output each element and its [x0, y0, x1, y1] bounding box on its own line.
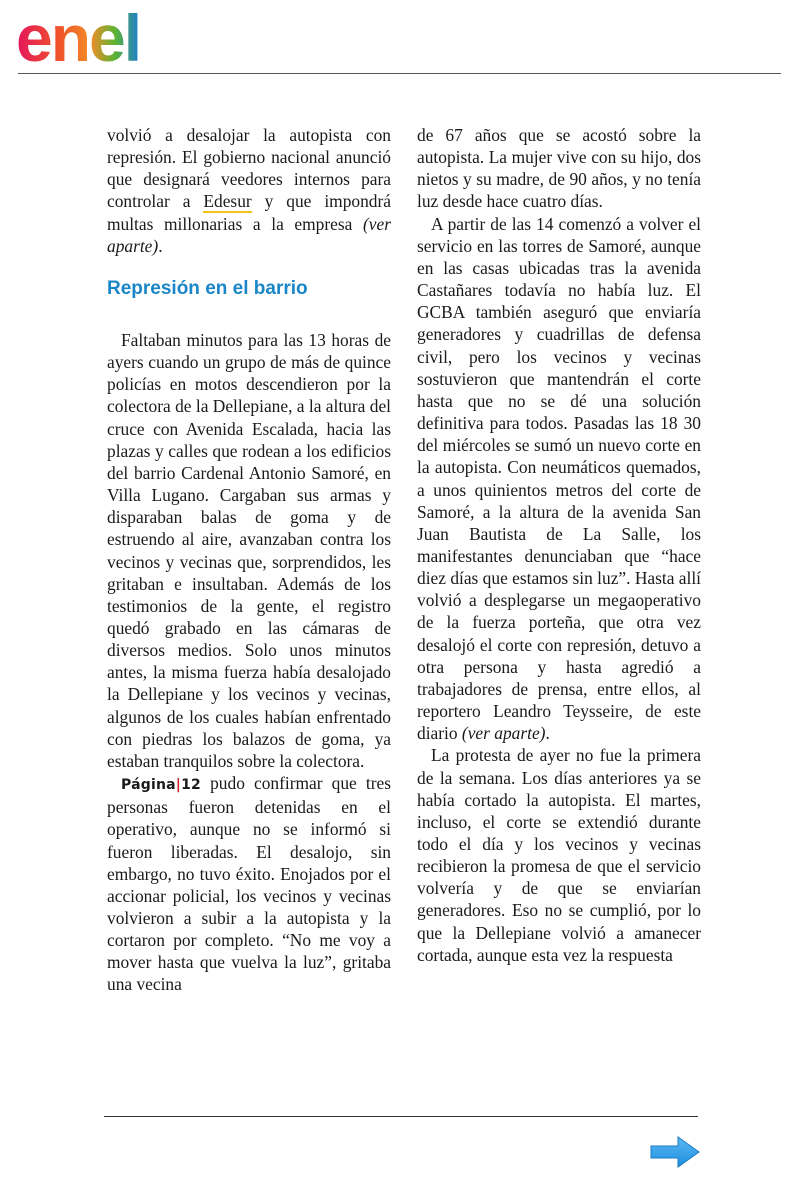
paragraph: La protesta de ayer no fue la primera de la semana. Los días anteriores ya se había cortado la autopista. El martes, incluso, el corte se extendió durante todo el día y los vecinos y vecinas recibieron la promesa de que el servicio volvería y de que se enviarían generadores. Eso no se cumplió, por lo que la Dellepiane volvió a amanecer cortada, aunque esta vez la respuesta [417, 745, 701, 965]
enel-logo [16, 8, 186, 70]
see-sidebar-note: (ver aparte) [461, 723, 546, 744]
see-sidebar-note: (ver aparte) [107, 213, 391, 256]
logo-text: enel [16, 8, 141, 70]
article-column-right [417, 124, 701, 966]
paragraph-continued: de 67 años que se acostó sobre la autopista. La mujer vive con su hijo, dos nietos y su madre, de 90 años, y no tenía luz desde hace cuatro días. [417, 125, 701, 212]
bottom-divider [104, 1116, 698, 1117]
section-subheading: Represión en el barrio [107, 277, 308, 299]
newspaper-name: Página|12 [121, 777, 201, 794]
highlighted-word: Edesur [203, 191, 252, 212]
paragraph: A partir de las 14 comenzó a volver el servicio en las torres de Samoré, aunque en las casas ubicadas tras la avenida Castañares todavía no había luz. El GCBA también aseguró que enviaría generadores y cuadrillas de defensa civil, pero los vecinos y vecinas sostuvieron que mantendrán el corte hasta que no se dé una solución definitiva para todos. Pasadas las 18 30 del miércoles se sumó un nuevo corte en la autopista. Con neumáticos quemados, a unos quinientos metros del corte de Samoré, a la altura de la avenida San Juan Bautista de La Salle, los manifestantes denunciaban que “hace diez días que estamos sin luz”. Hasta allí volvió a desplegarse un megaoperativo de la fuerza porteña, que otra vez desalojó el corte con represión, detuvo a otra persona y hasta agredió a trabajadores de prensa, entre ellos, al reportero Leandro Teysseire, de este diario (ver aparte). [417, 213, 701, 744]
arrow-right-icon[interactable] [648, 1134, 702, 1170]
article-column-left [107, 124, 391, 996]
paragraph-continued: volvió a desalojar la autopista con represión. El gobierno nacional anunció que designará veedores internos para controlar a Edesur y que impondrá multas millonarias a la empresa (ver aparte). [107, 125, 391, 256]
paragraph: Página|12 pudo confirmar que tres personas fueron detenidas en el operativo, aunque no se informó si fueron liberadas. El desalojo, sin embargo, no tuvo éxito. Enojados por el accionar policial, los vecinos y vecinas volvieron a subir a la autopista y la cortaron por completo. “No me voy a mover hasta que vuelva la luz”, gritaba una vecina [107, 773, 391, 995]
paragraph: Faltaban minutos para las 13 horas de ayers cuando un grupo de más de quince policías en motos descendieron por la colectora de la Dellepiane, a la altura del cruce con Avenida Escalada, hacia las plazas y calles que rodean a los edificios del barrio Cardenal Antonio Samoré, en Villa Lugano. Cargaban sus armas y disparaban balas de goma y de estruendo al aire, avanzaban contra los vecinos y vecinas que, sorprendidos, les gritaban e insultaban. Además de los testimonios de la gente, el registro quedó grabado en las cámaras de diversos medios. Solo unos minutos antes, la misma fuerza había desalojado la Dellepiane y los vecinos y vecinas, algunos de los cuales habían enfrentado con piedras los balazos de goma, ya estaban tranquilos sobre la colectora. [107, 329, 391, 771]
top-divider [18, 73, 781, 74]
